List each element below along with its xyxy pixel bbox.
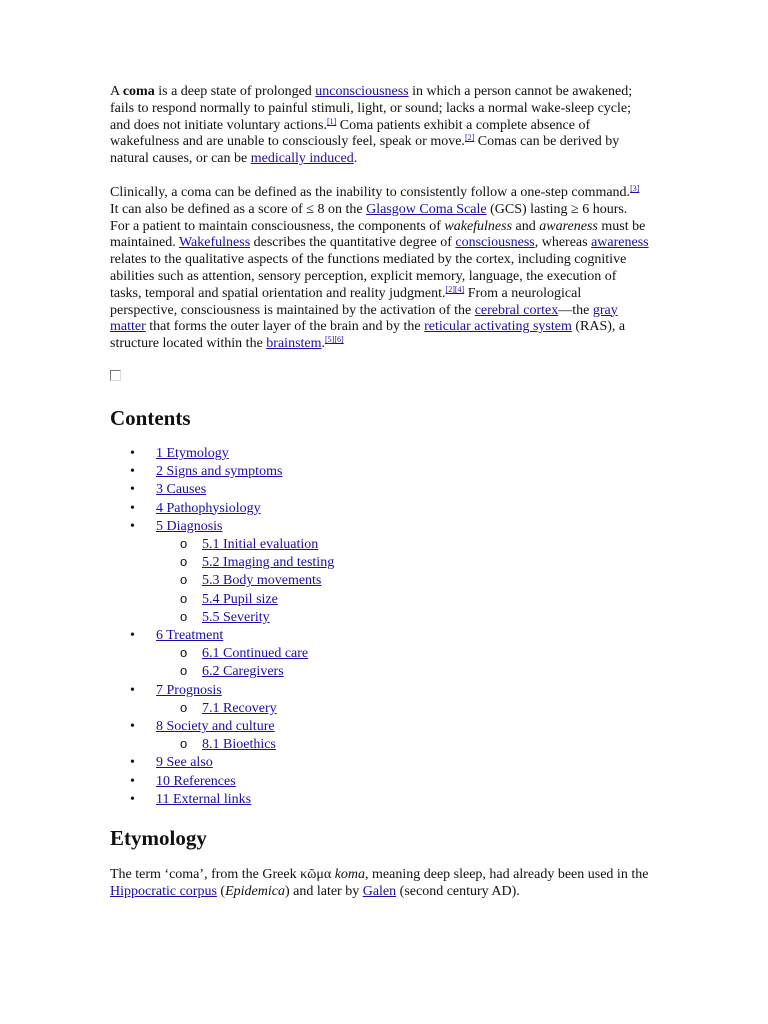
toc-item: [110, 754, 650, 772]
text: .: [353, 151, 358, 167]
toc-subitem: [156, 736, 650, 754]
toc-subitem: [156, 591, 650, 609]
intro-paragraph: [110, 84, 650, 168]
link-brainstem[interactable]: brainstem: [266, 336, 322, 352]
article-body: [110, 84, 650, 918]
toc-subitem: [156, 645, 650, 663]
text: , whereas: [534, 235, 592, 251]
text: ) and later by: [284, 883, 363, 899]
toc-sublink[interactable]: 5.1 Initial evaluation: [202, 536, 319, 552]
citation-2[interactable]: [2]: [464, 133, 475, 143]
contents-heading: Contents: [110, 405, 191, 430]
toc-item: [110, 518, 650, 627]
text: The term ‘coma’, from the Greek κῶμα: [110, 867, 335, 883]
italic-epidemica: Epidemica: [225, 883, 285, 899]
italic-koma: koma: [334, 867, 366, 883]
citation-4[interactable]: [4]: [454, 284, 465, 294]
toc-item: [110, 682, 650, 718]
toc-item: [110, 463, 650, 481]
toc-item: [110, 773, 650, 791]
toc-subitem: [156, 663, 650, 681]
toc-sublink[interactable]: 6.1 Continued care: [202, 646, 309, 662]
text: (GCS) lasting ≥ 6 hours. For a patient to maintain consciousness, the components of: [110, 201, 628, 234]
toc-sublink[interactable]: 7.1 Recovery: [202, 700, 277, 716]
etymology-heading: Etymology: [110, 826, 207, 851]
toc-subitem: [156, 609, 650, 627]
link-awareness[interactable]: awareness: [591, 235, 649, 251]
toc-subitem: [156, 572, 650, 590]
link-glasgow-coma-scale[interactable]: Glasgow Coma Scale: [366, 201, 487, 217]
text: in which a person cannot be awakened; fails to respond normally to painful stimuli, light, or sound; lacks a normal wake-sleep cycle; and does not initiate voluntary actions.: [110, 84, 633, 133]
text: and: [512, 218, 540, 234]
text: .: [321, 336, 326, 352]
toc-subitem: [156, 554, 650, 572]
toc-link[interactable]: 5 Diagnosis: [156, 518, 223, 534]
toc-sublist: [156, 536, 650, 627]
text: Clinically, a coma can be defined as the inability to consistently follow a one-step command.: [110, 184, 631, 200]
italic-awareness: awareness: [539, 218, 598, 234]
link-unconsciousness[interactable]: unconsciousness: [315, 84, 409, 99]
text: that forms the outer layer of the brain and by the: [145, 319, 425, 335]
text: Comas can be derived by natural causes, or can be: [110, 134, 620, 167]
citation-2[interactable]: [2]: [445, 284, 455, 294]
toc-item: [110, 627, 650, 682]
toc-sublink[interactable]: 5.2 Imaging and testing: [202, 555, 335, 571]
toc-sublink[interactable]: 5.4 Pupil size: [202, 591, 278, 607]
toc-sublist: [156, 700, 650, 718]
text: , meaning deep sleep, had already been used in the: [365, 867, 649, 883]
toc-link[interactable]: 7 Prognosis: [156, 682, 222, 698]
toc-item: [110, 791, 650, 809]
toc-link[interactable]: 4 Pathophysiology: [156, 500, 261, 516]
toc-sublink[interactable]: 6.2 Caregivers: [202, 664, 284, 680]
text: —the: [558, 302, 593, 318]
toc-item: [110, 500, 650, 518]
link-wakefulness[interactable]: Wakefulness: [178, 235, 251, 251]
link-consciousness[interactable]: consciousness: [455, 235, 535, 251]
text: A: [110, 84, 123, 99]
toc-sublink[interactable]: 5.5 Severity: [202, 609, 270, 625]
text: is a deep state of prolonged: [154, 84, 316, 99]
toc-link[interactable]: 9 See also: [156, 755, 213, 771]
broken-image-icon: [110, 370, 121, 381]
toc-sublink[interactable]: 8.1 Bioethics: [202, 737, 276, 753]
citation-5[interactable]: [5]: [325, 335, 335, 345]
toc-item: [110, 481, 650, 499]
text: relates to the qualitative aspects of the functions mediated by the cortex, including cognitive abilities such as attention, sensory perception, explicit memory, language, the execution of tasks, temporal and spatial orientation and reality judgment.: [110, 252, 627, 301]
citation-6[interactable]: [6]: [334, 335, 344, 345]
toc-subitem: [156, 536, 650, 554]
toc-link[interactable]: 1 Etymology: [156, 445, 229, 461]
toc-sublist: [156, 645, 650, 681]
toc-sublist: [156, 736, 650, 754]
link-gray-matter[interactable]: gray matter: [110, 302, 618, 335]
text: (second century AD).: [396, 883, 520, 899]
toc-link[interactable]: 6 Treatment: [156, 627, 224, 643]
link-cerebral-cortex[interactable]: cerebral cortex: [474, 302, 559, 318]
text: describes the quantitative degree of: [250, 235, 456, 251]
citation-3[interactable]: [3]: [630, 183, 640, 193]
italic-wakefulness: wakefulness: [444, 218, 513, 234]
toc-link[interactable]: 11 External links: [156, 791, 252, 807]
toc-sublink[interactable]: 5.3 Body movements: [202, 573, 322, 589]
toc-link[interactable]: 2 Signs and symptoms: [156, 464, 283, 480]
link-medically-induced[interactable]: medically induced: [250, 151, 354, 167]
table-of-contents: [110, 445, 650, 809]
link-hippocratic-corpus[interactable]: Hippocratic corpus: [110, 883, 217, 899]
toc-link[interactable]: 10 References: [156, 773, 236, 789]
etymology-paragraph: [110, 867, 650, 901]
clinical-paragraph: [110, 185, 650, 353]
text: must be maintained.: [110, 218, 646, 251]
text: Coma patients exhibit a complete absence of wakefulness and are unable to consciously feel, speak or move.: [110, 117, 591, 150]
toc-subitem: [156, 700, 650, 718]
toc-link[interactable]: 8 Society and culture: [156, 719, 275, 734]
text: (: [216, 883, 226, 899]
toc-item: [110, 718, 650, 754]
text: From a neurological perspective, consciousness is maintained by the activation of the: [110, 285, 582, 318]
link-galen[interactable]: Galen: [362, 883, 397, 899]
text: It can also be defined as a score of ≤ 8 on the: [110, 201, 367, 217]
toc-link[interactable]: 3 Causes: [156, 482, 207, 498]
text: (RAS), a structure located within the: [110, 319, 626, 352]
toc-item: [110, 445, 650, 463]
citation-1[interactable]: [1]: [326, 116, 337, 126]
bold-term-coma: coma: [122, 84, 155, 99]
link-reticular-activating-system[interactable]: reticular activating system: [424, 319, 572, 335]
